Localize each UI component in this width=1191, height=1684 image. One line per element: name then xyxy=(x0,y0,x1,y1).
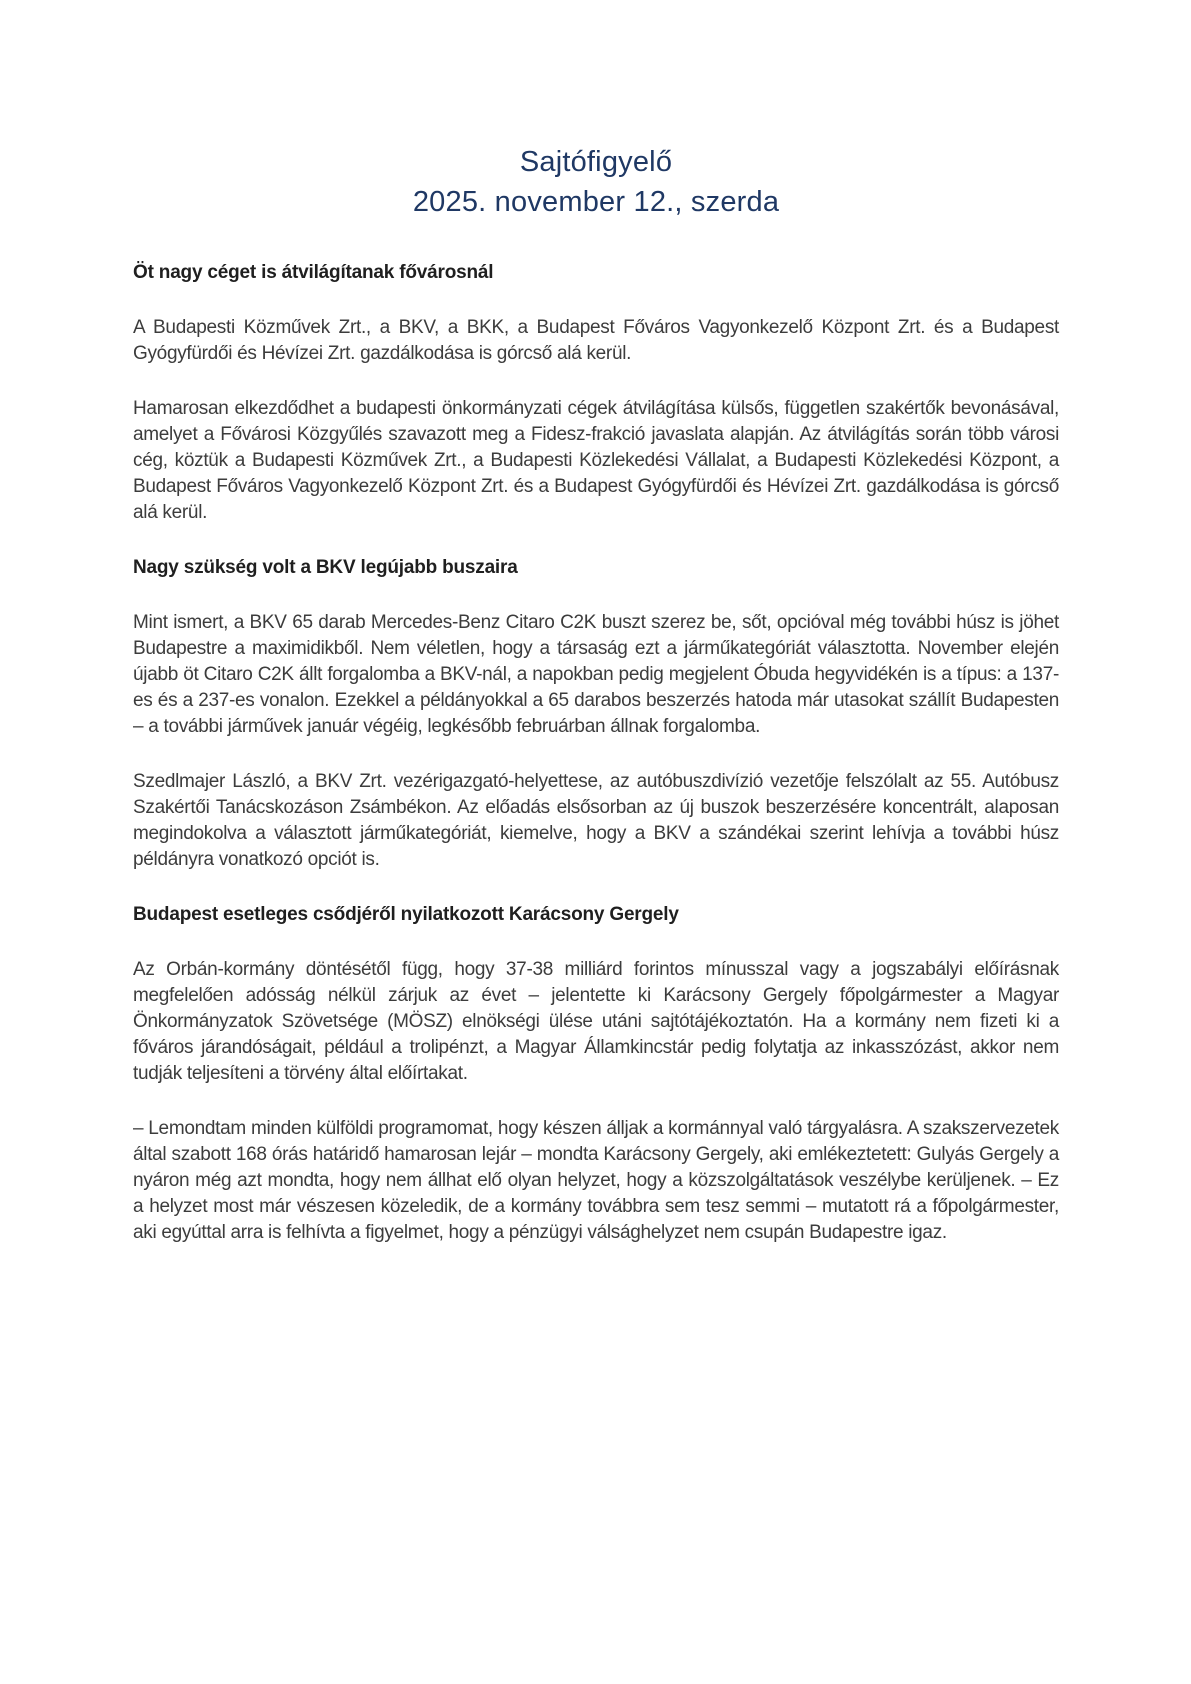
paragraph: Az Orbán-kormány döntésétől függ, hogy 37-38 milliárd forintos mínusszal vagy a jogszabályi előírásnak megfelelően adósság nélkül zárjuk az évet – jelentette ki Karácsony Gergely főpolgármester a Magyar Önkormányzatok Szövetsége (MÖSZ) elnökségi ülése utáni sajtótájékoztatón. Ha a kormány nem fizeti ki a főváros járandóságait, például a trolipénzt, a Magyar Államkincstár pedig folytatja az inkasszózást, akkor nem tudják teljesíteni a törvény által előírtakat. xyxy=(133,959,1059,1084)
paragraph: Mint ismert, a BKV 65 darab Mercedes-Benz Citaro C2K buszt szerez be, sőt, opcióval még további húsz is jöhet Budapestre a maximidikből. Nem véletlen, hogy a társaság ezt a járműkategóriát választotta. November elején újabb öt Citaro C2K állt forgalomba a BKV-nál, a napokban pedig megjelent Óbuda hegyvidékén is a típus: a 137-es és a 237-es vonalon. Ezekkel a példányokkal a 65 darabos beszerzés hatoda már utasokat szállít Budapesten – a további járművek január végéig, legkésőbb februárban állnak forgalomba. xyxy=(133,612,1059,737)
document-date: 2025. november 12., szerda xyxy=(412,186,780,218)
paragraph: Szedlmajer László, a BKV Zrt. vezérigazgató-helyettese, az autóbuszdivízió vezetője felszólalt az 55. Autóbusz Szakértői Tanácskozáson Zsámbékon. Az előadás elsősorban az új buszok beszerzésére koncentrált, alaposan megindokolva a választott járműkategóriát, kiemelve, hogy a BKV a szándékai szerint lehívja a további húsz példányra vonatkozó opciót is. xyxy=(133,771,1059,870)
section-heading: Nagy szükség volt a BKV legújabb buszaira xyxy=(133,557,518,578)
paragraph: – Lemondtam minden külföldi programomat, hogy készen álljak a kormánnyal való tárgyalásra. A szakszervezetek által szabott 168 órás határidő hamarosan lejár – mondta Karácsony Gergely, aki emlékeztetett: Gulyás Gergely a nyáron még azt mondta, hogy nem állhat elő olyan helyzet, hogy a közszolgáltatások veszélybe kerüljenek. – Ez a helyzet most már vészesen közeledik, de a kormány továbbra sem tesz semmi – mutatott rá a főpolgármester, aki egyúttal arra is felhívta a figyelmet, hogy a pénzügyi válsághelyzet nem csupán Budapestre igaz. xyxy=(133,1118,1059,1243)
paragraph: Hamarosan elkezdődhet a budapesti önkormányzati cégek átvilágítása külsős, független szakértők bevonásával, amelyet a Fővárosi Közgyűlés szavazott meg a Fidesz-frakció javaslata alapján. Az átvilágítás során több városi cég, köztük a Budapesti Közművek Zrt., a Budapesti Közlekedési Vállalat, a Budapesti Közlekedési Központ, a Budapest Főváros Vagyonkezelő Központ Zrt. és a Budapest Gyógyfürdői és Hévízei Zrt. gazdálkodása is górcső alá kerül. xyxy=(133,398,1059,523)
document-content xyxy=(133,260,1059,1246)
document-title: Sajtófigyelő xyxy=(519,146,673,178)
paragraph: A Budapesti Közművek Zrt., a BKV, a BKK, a Budapest Főváros Vagyonkezelő Központ Zrt. és a Budapest Gyógyfürdői és Hévízei Zrt. gazdálkodása is górcső alá kerül. xyxy=(133,317,1059,364)
section-heading: Öt nagy céget is átvilágítanak fővárosnál xyxy=(133,262,494,283)
section-heading: Budapest esetleges csődjéről nyilatkozott Karácsony Gergely xyxy=(133,904,679,925)
